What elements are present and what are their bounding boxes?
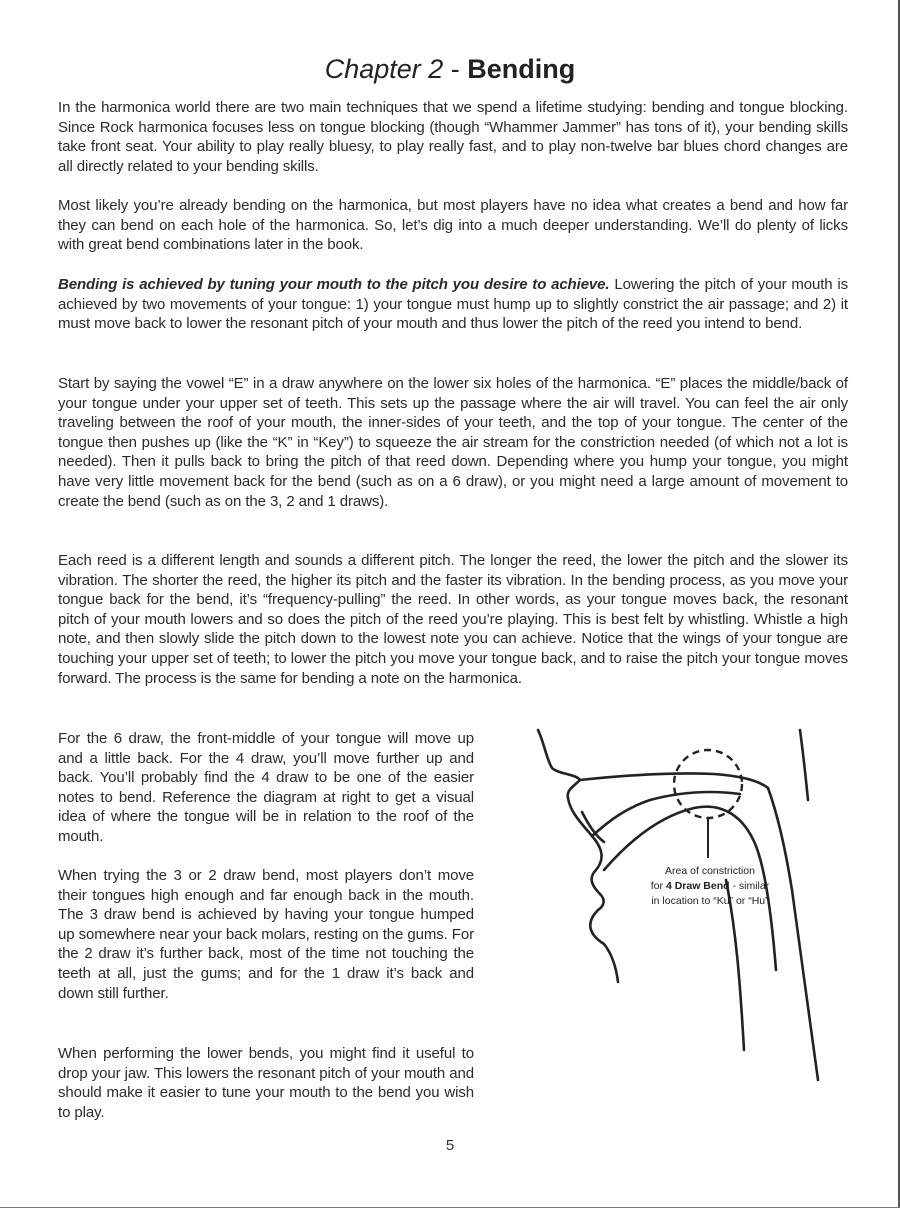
paragraph-3-2-1-draw: When trying the 3 or 2 draw bend, most players don’t move their tongues high enough and far enough back in the mouth. The 3 draw bend is achieved by having your tongue humped up somewhere near your back molars, resting on the gums. For the 2 draw it’s further back, most of the time not touching the teeth at all, just the gums; and for the 1 draw it’s back and down still further.: [58, 867, 474, 1002]
chapter-separator: -: [443, 54, 468, 84]
paragraph-tuning-mouth: [58, 275, 848, 334]
paragraph-tuning-rest: Lowering the pitch of your mouth is achieved by two movements of your tongue: 1) your tongue must hump up to slightly constrict the air passage; and 2) it must move back to lower the resonant pitch of your mouth and thus lower the pitch of the reed you intend to bend.: [58, 276, 848, 333]
paragraph-lead-emphasis: Bending is achieved by tuning your mouth to the pitch you desire to achieve.: [58, 276, 610, 293]
caption-line-2: [618, 879, 802, 894]
caption-line-1: Area of constriction: [665, 865, 755, 877]
throat-back-outline: [768, 788, 818, 1080]
paragraph-vowel-e: Start by saying the vowel “E” in a draw anywhere on the lower six holes of the harmonica. “E” places the middle/back of your tongue under your upper set of teeth. This sets up the passage where the air will travel. You can feel the air only traveling between the roof of your mouth, the inner-sides of your teeth, and the top of your tongue. The center of the tongue then pushes up (like the “K” in “Key”) to squeeze the air stream for the constriction needed (of which not a lot is needed). Then it pulls back to bring the pitch of that reed down. Depending where you hump your tongue, you might have very little movement back for the bend (such as on a 6 draw), or you might need a large amount of movement to create the bend (such as on the 3, 2 and 1 draws).: [58, 375, 848, 510]
mouth-diagram: [500, 720, 840, 1140]
palate-inner-outline: [592, 792, 740, 836]
caption-line-3: in location to “Ku” or “Hu”: [651, 895, 769, 907]
caption-pre: for: [650, 880, 666, 892]
paragraph-intro: In the harmonica world there are two main techniques that we spend a lifetime studying: bending and tongue blocking. Since Rock harmonica focuses less on tongue blocking (though “Whammer Jammer” has tons of it), your bending skills take front seat. Your ability to play really bluesy, to play really fast, and to play non-twelve bar blues chord changes are all directly related to your bending skills.: [58, 99, 848, 175]
caption-bold: 4 Draw Bend: [665, 880, 730, 892]
paragraph-lower-bends: When performing the lower bends, you might find it useful to drop your jaw. This lowers the resonant pitch of your mouth and should make it easier to tune your mouth to the bend you wish to play.: [58, 1045, 474, 1121]
face-profile-outline: [538, 730, 618, 982]
chapter-prefix: Chapter 2: [324, 54, 444, 84]
paragraph-6-and-4-draw: For the 6 draw, the front-middle of your tongue will move up and a little back. For the 4 draw, you’ll move further up and back. You’ll probably find the 4 draw to be one of the easier notes to bend. Reference the diagram at right to get a visual idea of where the tongue will be in relation to the roof of the mouth.: [58, 730, 474, 845]
page-number: 5: [445, 1137, 455, 1154]
chapter-title: [0, 52, 900, 86]
paragraph-reed-length: Each reed is a different length and sounds a different pitch. The longer the reed, the lower the pitch and the slower its vibration. The shorter the reed, the higher its pitch and the faster its vibration. In the bending process, as you move your tongue back for the bend, it’s “frequency-pulling” the reed. In other words, as your tongue moves back, the resonant pitch of your mouth lowers and so does the pitch of the reed you’re playing. This is best felt by whistling. Whistle a high note, and then slowly slide the pitch down to the lowest note you can achieve. Notice that the wings of your tongue are touching your upper set of teeth; to lower the pitch you move your tongue back, and to raise the pitch your tongue moves forward. The process is the same for bending a note on the harmonica.: [58, 552, 848, 687]
back-of-head-outline: [800, 730, 808, 800]
chapter-name: Bending: [467, 54, 576, 84]
paragraph-already-bending: Most likely you’re already bending on the harmonica, but most players have no idea what creates a bend and how far they can bend on each hole of the harmonica. So, let’s dig into a much deeper understanding. We’ll do plenty of licks with great bend combinations later in the book.: [58, 197, 848, 254]
mouth-cross-section-illustration: [500, 720, 840, 1140]
caption-post: - similar: [729, 880, 770, 892]
diagram-caption: [618, 864, 802, 909]
